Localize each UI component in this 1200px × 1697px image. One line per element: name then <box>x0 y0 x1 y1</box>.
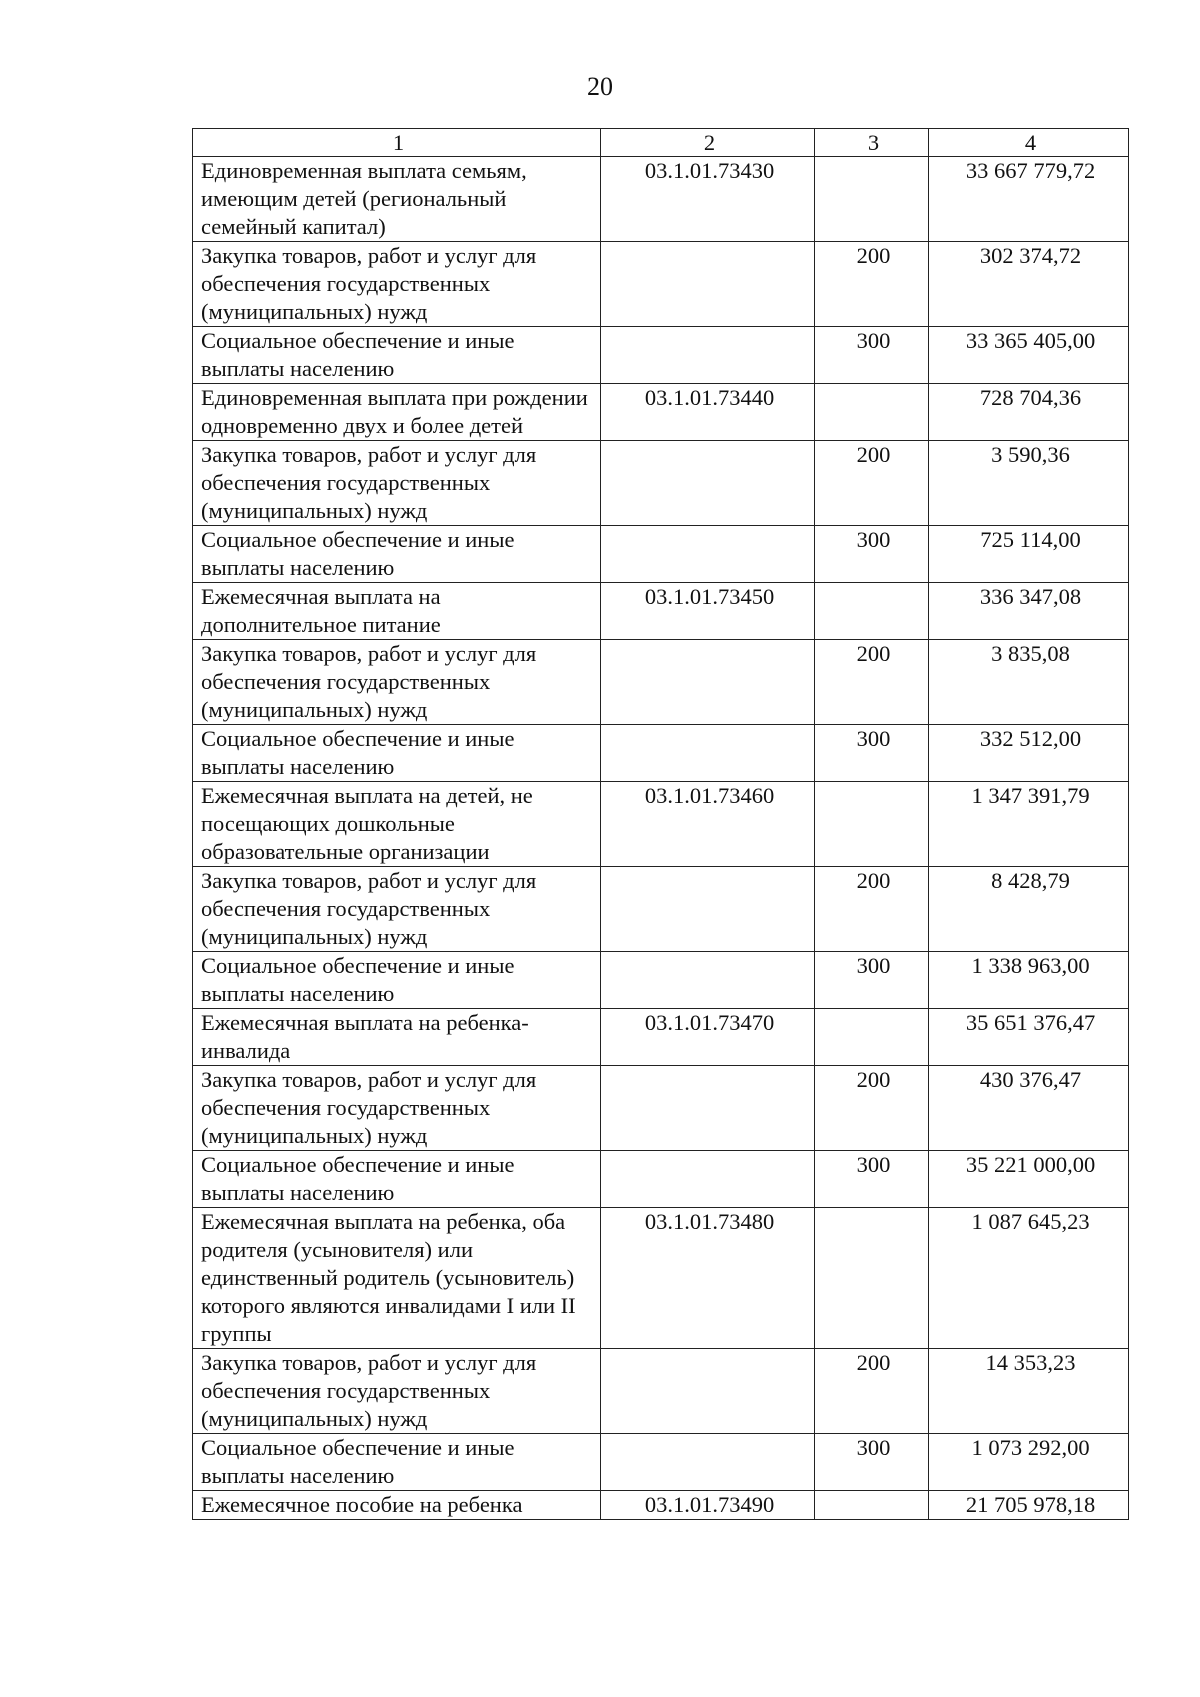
row-type-cell: 200 <box>815 640 929 725</box>
row-amount-cell: 8 428,79 <box>929 867 1129 952</box>
row-amount-cell: 302 374,72 <box>929 242 1129 327</box>
table-row <box>193 1066 1129 1151</box>
row-code-cell <box>601 441 815 526</box>
table-row <box>193 157 1129 242</box>
column-header-3: 3 <box>815 129 929 157</box>
row-amount-cell: 35 221 000,00 <box>929 1151 1129 1208</box>
row-code-cell: 03.1.01.73440 <box>601 384 815 441</box>
row-type-cell: 200 <box>815 242 929 327</box>
row-name-cell: Социальное обеспечение и иные выплаты населению <box>193 1151 601 1208</box>
table-row <box>193 384 1129 441</box>
row-type-cell: 200 <box>815 1066 929 1151</box>
table-body <box>193 157 1129 1520</box>
table-row <box>193 441 1129 526</box>
table-row <box>193 640 1129 725</box>
row-type-cell: 300 <box>815 526 929 583</box>
row-code-cell <box>601 327 815 384</box>
row-code-cell <box>601 1066 815 1151</box>
row-amount-cell: 35 651 376,47 <box>929 1009 1129 1066</box>
table-row <box>193 583 1129 640</box>
table-row <box>193 1349 1129 1434</box>
row-name-cell: Социальное обеспечение и иные выплаты населению <box>193 327 601 384</box>
page-number: 20 <box>587 72 613 101</box>
table-row <box>193 867 1129 952</box>
row-name-cell: Ежемесячная выплата на ребенка, оба родителя (усыновителя) или единственный родитель (усыновитель) которого являются инвалидами I или II группы <box>193 1208 601 1349</box>
column-header-1: 1 <box>193 129 601 157</box>
row-code-cell <box>601 952 815 1009</box>
table-row <box>193 327 1129 384</box>
row-name-cell: Социальное обеспечение и иные выплаты населению <box>193 1434 601 1491</box>
row-amount-cell: 3 835,08 <box>929 640 1129 725</box>
row-type-cell: 300 <box>815 952 929 1009</box>
row-amount-cell: 21 705 978,18 <box>929 1491 1129 1520</box>
row-amount-cell: 1 347 391,79 <box>929 782 1129 867</box>
row-type-cell <box>815 1208 929 1349</box>
row-type-cell: 300 <box>815 1151 929 1208</box>
row-code-cell <box>601 526 815 583</box>
row-code-cell <box>601 1151 815 1208</box>
column-header-4: 4 <box>929 129 1129 157</box>
row-type-cell <box>815 384 929 441</box>
column-header-2: 2 <box>601 129 815 157</box>
row-name-cell: Социальное обеспечение и иные выплаты населению <box>193 526 601 583</box>
row-code-cell <box>601 867 815 952</box>
row-type-cell <box>815 1491 929 1520</box>
budget-table-container <box>192 128 1128 1520</box>
table-row <box>193 1009 1129 1066</box>
row-name-cell: Закупка товаров, работ и услуг для обеспечения государственных (муниципальных) нужд <box>193 1349 601 1434</box>
row-type-cell <box>815 583 929 640</box>
row-amount-cell: 33 365 405,00 <box>929 327 1129 384</box>
row-code-cell: 03.1.01.73490 <box>601 1491 815 1520</box>
row-amount-cell: 1 087 645,23 <box>929 1208 1129 1349</box>
row-type-cell: 200 <box>815 441 929 526</box>
row-name-cell: Единовременная выплата семьям, имеющим детей (региональный семейный капитал) <box>193 157 601 242</box>
row-code-cell <box>601 1434 815 1491</box>
row-type-cell: 300 <box>815 327 929 384</box>
row-amount-cell: 728 704,36 <box>929 384 1129 441</box>
row-name-cell: Ежемесячная выплата на детей, не посещающих дошкольные образовательные организации <box>193 782 601 867</box>
row-code-cell <box>601 725 815 782</box>
row-amount-cell: 33 667 779,72 <box>929 157 1129 242</box>
row-type-cell <box>815 782 929 867</box>
row-type-cell: 200 <box>815 867 929 952</box>
row-type-cell: 200 <box>815 1349 929 1434</box>
table-row <box>193 952 1129 1009</box>
row-code-cell: 03.1.01.73430 <box>601 157 815 242</box>
row-name-cell: Закупка товаров, работ и услуг для обеспечения государственных (муниципальных) нужд <box>193 242 601 327</box>
table-row <box>193 526 1129 583</box>
row-name-cell: Ежемесячное пособие на ребенка <box>193 1491 601 1520</box>
row-amount-cell: 1 338 963,00 <box>929 952 1129 1009</box>
row-amount-cell: 725 114,00 <box>929 526 1129 583</box>
table-row <box>193 1491 1129 1520</box>
row-amount-cell: 336 347,08 <box>929 583 1129 640</box>
row-code-cell: 03.1.01.73470 <box>601 1009 815 1066</box>
row-code-cell <box>601 242 815 327</box>
row-code-cell: 03.1.01.73460 <box>601 782 815 867</box>
row-amount-cell: 430 376,47 <box>929 1066 1129 1151</box>
table-row <box>193 1151 1129 1208</box>
table-row <box>193 1208 1129 1349</box>
table-row <box>193 782 1129 867</box>
row-code-cell <box>601 640 815 725</box>
row-name-cell: Ежемесячная выплата на дополнительное питание <box>193 583 601 640</box>
row-amount-cell: 332 512,00 <box>929 725 1129 782</box>
row-name-cell: Ежемесячная выплата на ребенка-инвалида <box>193 1009 601 1066</box>
row-code-cell <box>601 1349 815 1434</box>
row-name-cell: Закупка товаров, работ и услуг для обеспечения государственных (муниципальных) нужд <box>193 441 601 526</box>
row-name-cell: Закупка товаров, работ и услуг для обеспечения государственных (муниципальных) нужд <box>193 867 601 952</box>
row-name-cell: Единовременная выплата при рождении одновременно двух и более детей <box>193 384 601 441</box>
row-name-cell: Закупка товаров, работ и услуг для обеспечения государственных (муниципальных) нужд <box>193 640 601 725</box>
row-type-cell <box>815 157 929 242</box>
row-code-cell: 03.1.01.73480 <box>601 1208 815 1349</box>
table-row <box>193 725 1129 782</box>
row-type-cell <box>815 1009 929 1066</box>
budget-table <box>192 128 1129 1520</box>
row-name-cell: Социальное обеспечение и иные выплаты населению <box>193 725 601 782</box>
row-amount-cell: 1 073 292,00 <box>929 1434 1129 1491</box>
row-amount-cell: 3 590,36 <box>929 441 1129 526</box>
table-row <box>193 242 1129 327</box>
row-name-cell: Социальное обеспечение и иные выплаты населению <box>193 952 601 1009</box>
row-type-cell: 300 <box>815 1434 929 1491</box>
row-name-cell: Закупка товаров, работ и услуг для обеспечения государственных (муниципальных) нужд <box>193 1066 601 1151</box>
row-type-cell: 300 <box>815 725 929 782</box>
table-row <box>193 1434 1129 1491</box>
row-amount-cell: 14 353,23 <box>929 1349 1129 1434</box>
row-code-cell: 03.1.01.73450 <box>601 583 815 640</box>
table-header-row <box>193 129 1129 157</box>
